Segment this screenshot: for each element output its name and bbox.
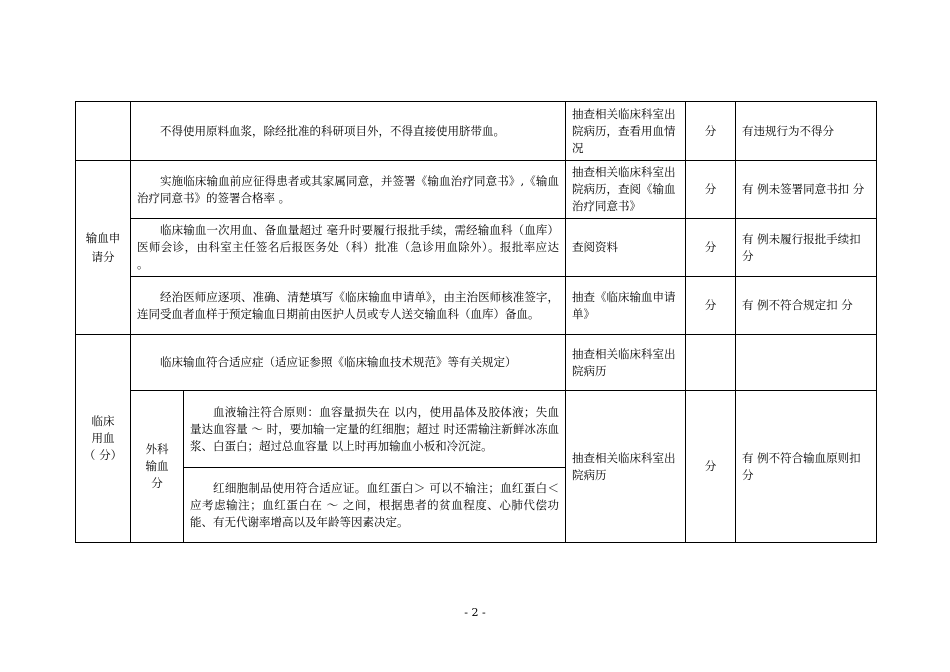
table-row: [76, 277, 877, 335]
table-row: [76, 391, 877, 468]
score-cell-empty: [686, 335, 736, 391]
subcategory-label-line: 外科: [145, 442, 169, 456]
check-method: 查阅资料: [566, 219, 686, 277]
score-cell: 分: [686, 391, 736, 543]
requirement-text: 不得使用原料血浆，除经批准的科研项目外，不得直接使用脐带血。: [131, 102, 566, 161]
subcategory-label-line: 输血: [145, 459, 169, 473]
score-cell: 分: [686, 161, 736, 219]
check-method: 抽查相关临床科室出院病历: [566, 335, 686, 391]
deduction-rule-empty: [736, 335, 877, 391]
deduction-rule: 有 例未履行报批手续扣 分: [736, 219, 877, 277]
category-label-line: （ 分）: [83, 448, 123, 462]
page-number: - 2 -: [464, 606, 486, 619]
category-cell-empty: [76, 102, 131, 161]
category-transfusion-application: [76, 161, 131, 335]
score-cell: 分: [686, 219, 736, 277]
category-label-line: 临床: [91, 414, 115, 428]
deduction-rule: 有 例不符合输血原则扣 分: [736, 391, 877, 543]
score-cell: 分: [686, 277, 736, 335]
requirement-text: 血液输注符合原则：血容量损失在 以内，使用晶体及胶体液；失血量达血容量 ～ 时，要加输一定量的红细胞；超过 时还需输注新鲜冰冻血浆、白蛋白；超过总血容量 以上时再加输血小板和冷沉淀。: [184, 391, 566, 468]
deduction-rule: 有违规行为不得分: [736, 102, 877, 161]
check-method: 抽查相关临床科室出院病历，查阅《输血治疗同意书》: [566, 161, 686, 219]
requirement-text: 实施临床输血前应征得患者或其家属同意，并签署《输血治疗同意书》,《输血治疗同意书》的签署合格率 。: [131, 161, 566, 219]
category-clinical-blood-use: [76, 335, 131, 543]
table-row: [76, 102, 877, 161]
requirement-text: 临床输血符合适应症（适应证参照《临床输血技术规范》等有关规定）: [131, 335, 566, 391]
table-row: [76, 161, 877, 219]
check-method: 抽查相关临床科室出院病历: [566, 391, 686, 543]
check-method: 抽查《临床输血申请单》: [566, 277, 686, 335]
requirement-text: 红细胞制品使用符合适应证。血红蛋白＞ 可以不输注；血红蛋白＜ 应考虑输注；血红蛋白在 ～ 之间，根据患者的贫血程度、心肺代偿功能、有无代谢率增高以及年龄等因素决定。: [184, 468, 566, 543]
deduction-rule: 有 例不符合规定扣 分: [736, 277, 877, 335]
category-label-line: 用血: [91, 431, 115, 445]
subcategory-label-line: 分: [151, 476, 163, 490]
category-label: 输血申请分: [85, 230, 121, 264]
table-row: [76, 335, 877, 391]
check-method: 抽查相关临床科室出院病历，查看用血情况: [566, 102, 686, 161]
requirement-text: 临床输血一次用血、备血量超过 毫升时要履行报批手续，需经输血科（血库）医师会诊，由科室主任签名后报医务处（科）批准（急诊用血除外）。报批率应达 。: [131, 219, 566, 277]
subcategory-surgical-transfusion: [131, 391, 184, 543]
evaluation-table: [75, 101, 877, 543]
table-row: [76, 219, 877, 277]
score-cell: 分: [686, 102, 736, 161]
deduction-rule: 有 例未签署同意书扣 分: [736, 161, 877, 219]
requirement-text: 经治医师应逐项、准确、清楚填写《临床输血申请单》，由主治医师核准签字，连同受血者血样于预定输血日期前由医护人员或专人送交输血科（血库）备血。: [131, 277, 566, 335]
